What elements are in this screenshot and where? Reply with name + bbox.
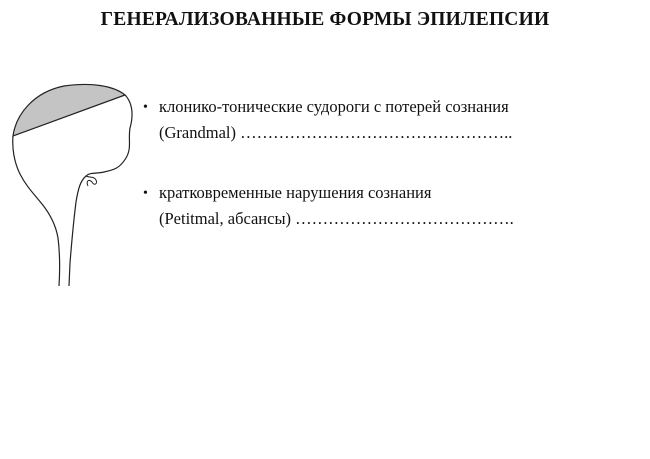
bullet-item-petitmal — [143, 185, 514, 227]
brain-outline — [69, 95, 132, 286]
bullet-text: кратковременные нарушения сознания — [159, 183, 432, 202]
slide-title: ГЕНЕРАЛИЗОВАННЫЕ ФОРМЫ ЭПИЛЕПСИИ — [100, 9, 550, 30]
bullet-subtext: (Petitmal, абсансы) …………………………………. — [159, 208, 514, 228]
bullet-item-grandmal — [143, 99, 512, 141]
bullet-subtext: (Grandmal) ………………………………………….. — [159, 122, 513, 142]
brain-illustration — [8, 78, 138, 288]
shaded-cortex-region — [13, 84, 125, 136]
brainstem-detail — [86, 176, 97, 186]
bullet-marker: • — [143, 100, 148, 115]
bullet-text: клонико-тонические судороги с потерей сознания — [159, 97, 509, 116]
brain-outline-left — [13, 136, 60, 286]
bullet-marker: • — [143, 186, 148, 201]
